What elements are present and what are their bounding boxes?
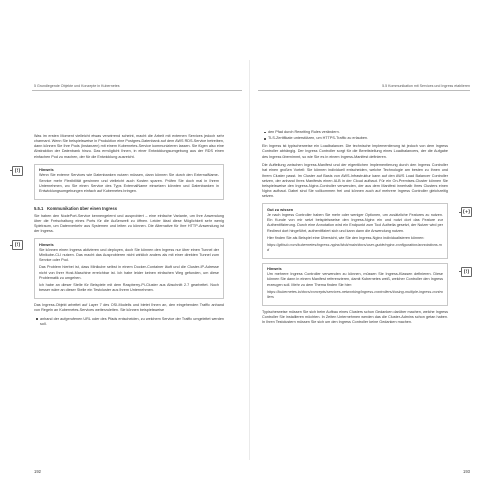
- hint-paragraph: Sie können einen Ingress aktivieren und deployen, doch Sie können den Ingress nur über einen Tunnel der Minikube-CLI nutzen. Das macht das Ausprobieren nicht wirklich anders als mit einer direkten Tunnel zum Service oder Pod.: [39, 248, 219, 263]
- intro-paragraph: Was im ersten Moment vielleicht etwas verwirrend scheint, macht die Arbeit mit externen Services jedoch sehr charmant. Wenn Sie beispielsweise in Produktion eine Postgres-Datenbank auf dem AWS RDS-Service betreiben, dann können Sie Ihre Pods (Instanzen) mit einem Kubernetes-Service kommunizieren lassen. Sie fügen also eine Abstraktion der Datenbank hinzu. Das ermöglicht Ihnen, in einer Entwicklungsumgebung aus der RDS einen einfachen Pod zu machen, der für die Entwicklung ausreicht.: [34, 134, 224, 159]
- bullet-list: [262, 130, 448, 141]
- running-header: 5.5 Kommunikation mit Services und Ingress etablieren: [382, 84, 470, 88]
- page-number: 193: [463, 469, 470, 474]
- section-paragraph: Sie haben den NodePort-Service kennengelernt und ausprobiert – eine einfache Variante, um Ihre Anwendung über die Freischaltung eines Ports für die Außenwelt zu öffnen. Leider lässt diese Möglichkeit sehr wenig Spielraum, um Datenverkehr aus Systemen und leiten zu können. Die Alternative für Ihre HTTP-Anwendung ist der Ingress.: [34, 213, 224, 234]
- hint-text: Wenn Sie externe Services wie Datenbanken nutzen müssen, dann können Sie durch den ExternalName-Service mehr Flexibilität gewinnen und vielleicht auch Kosten sparen. Prüfen Sie doch mal in Ihrem Unternehmen, wo Sie einen Service des Typs ExternalName einsetzen könnten und Datenbanken in Entwicklungsumgebungen einfach auf Kubernetes bringen.: [39, 173, 219, 193]
- hint-icon: [!]: [12, 240, 23, 250]
- body-paragraph: Typischerweise müssen Sie sich beim Aufbau eines Clusters schon Gedanken darüber machen, welche Ingress Controller Sie installieren möchten. In Zeiten Unternehmen werden das die Cluster-Admins schon getan haben. In Ihren Testclustern müssen Sie sich um den Ingress Controller keine Gedanken machen.: [262, 309, 448, 324]
- tip-callout: [262, 203, 470, 258]
- hint-callout: [14, 164, 224, 200]
- tip-title: Gut zu wissen: [267, 206, 294, 212]
- body-paragraph: Die Aufteilung zwischen Ingress-Manifest und der eigentlichen Implementierung durch den Ingress Controller hat einen großen Vorteil: Sie können individuell entscheiden, welche Technologie am besten zu Ihnen und Ihrem Cluster passt. Im Cluster auf Basis von AWS-Infrastruktur kann auf den AWS Load Balancer Controller setzen, der anhand Ihres Manifests einen ALB in der Cloud aufbaut. Für ein On-Premises-Cluster können Sie beispielsweise den Ingress-Nginx-Controller verwenden, der aus dem Manifest innerhalb Ihres Clusters einen Nginx aufbaut. Dabei sind Sie vollkommen frei und können auch auf mehrere Ingress Controller gleichzeitig setzen.: [262, 163, 448, 199]
- running-header: 5 Grundlegende Objekte und Konzepte in Kubernetes: [34, 84, 120, 88]
- header-rule: [32, 90, 242, 91]
- right-page: [250, 0, 500, 500]
- hint-icon: [!]: [461, 267, 472, 277]
- hint-title: Hinweis: [267, 266, 282, 272]
- page-number: 192: [34, 469, 41, 474]
- tip-link[interactable]: https://github.com/kubernetes/ingress-nginx/blob/main/docs/user-guide/nginx-configuration/annotations.md: [267, 242, 442, 252]
- hint-link[interactable]: https://kubernetes.io/docs/concepts/services-networking/ingress-controllers/#using-multiple-ingress-controllers: [267, 289, 443, 299]
- tip-paragraph: Hier finden Sie als Beispiel eine Übersicht, wie Sie den Ingress-Nginx individualisieren können:: [267, 235, 425, 240]
- header-rule: [258, 90, 470, 91]
- right-column: [262, 130, 470, 329]
- body-paragraph: Ein Ingress ist typischerweise ein Loadbalancer. Die technische Implementierung ist jedoch von dem Ingress Controller abhängig. Der Ingress Controller sorgt für die Bereitstellung eines Loadbalancers, der die Aufgabe des Ingress übernimmt, so wie Sie es in einem Ingress-Manifest definieren.: [262, 144, 448, 159]
- section-number: 5.5.1: [34, 205, 44, 211]
- body-paragraph: Das Ingress-Objekt arbeitet auf Layer 7 des OSI-Modells und bietet Ihnen an, den eingehenden Traffic anhand von Regeln an Kubernetes-Services weiterzuleiten. Sie können beispielsweise: [34, 302, 224, 312]
- hint-paragraph: Das Problem hierbei ist, dass Minikube selbst in einem Docker-Container läuft und die Cluster-IP-Adresse nicht von Ihrer Host-Maschine erreichbar ist. Ich habe leider keinen einfachen Weg gefunden, um diese Problematik zu umgehen.: [39, 265, 219, 280]
- tip-paragraph: Je nach Ingress Controller haben Sie mehr oder weniger Optionen, um zusätzliche Features zu nutzen. Ein Kunde von mir setzt beispielsweise den Ingress-Nginx ein und nutzt dort das Feature zur Authentifizierung. Durch eine Annotation wird ein Endpunkt zum Tool Authelia gesetzt, der Nutzer wird per Redirect dort hingeführt, authentifiziert sich und kann dann die Anwendung nutzen.: [267, 213, 443, 233]
- hint-title: Hinweis: [39, 167, 54, 173]
- section-heading: [34, 206, 224, 211]
- section-title: Kommunikation über einen Ingress: [47, 205, 118, 211]
- hint-callout-3: [262, 263, 470, 306]
- hint-paragraph: Um mehrere Ingress Controller verwenden zu können, müssen Sie Ingress-Klassen definieren. Diese können Sie dann in einem Manifest referenzieren, damit Kubernetes weiß, welcher Controller den Ingress erzeugen soll. Mehr zu dem Thema finden Sie hier:: [267, 272, 443, 287]
- list-item: TLS-Zertifikate unterstützen, um HTTPS-Traffic zu erlauben.: [268, 136, 448, 141]
- hint-title: Hinweis: [39, 241, 54, 247]
- bullet-list: [34, 317, 224, 327]
- hint-paragraph: Ich habe an dieser Stelle für Beispiele mit dem Raspberry-Pi-Cluster aus Abschnitt 2.7 gearbeitet. Noch besser wäre an dieser Stelle ein Testcluster aus Ihrem Unternehmen.: [39, 282, 219, 293]
- hint-callout-2: [14, 238, 224, 298]
- hint-icon: [!]: [12, 166, 23, 176]
- tip-icon: [+]: [461, 207, 472, 217]
- list-item: anhand der aufgerufenen URL oder des Pfads entscheiden, zu welchem Service der Traffic umgeleitet werden soll.: [40, 316, 224, 326]
- list-item: den Pfad durch Rewriting Rules verändern.: [268, 130, 448, 135]
- left-column: [14, 134, 224, 330]
